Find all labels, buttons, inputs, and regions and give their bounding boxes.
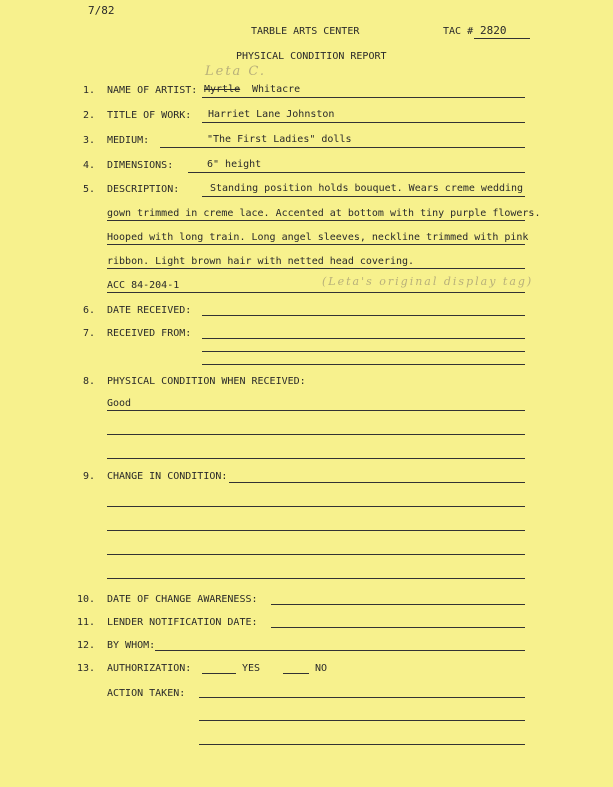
description-underline[interactable] bbox=[107, 220, 525, 221]
field-number: 7. bbox=[82, 328, 95, 339]
by-whom-line[interactable] bbox=[155, 650, 525, 651]
field-number: 12. bbox=[76, 640, 95, 651]
dimensions-value: 6" height bbox=[207, 159, 262, 170]
medium-value: "The First Ladies" dolls bbox=[207, 134, 352, 145]
medium-label: MEDIUM: bbox=[107, 135, 150, 146]
description-underline[interactable] bbox=[107, 244, 525, 245]
field-number: 1. bbox=[82, 85, 95, 96]
lender-notification-line[interactable] bbox=[271, 627, 525, 628]
condition-line[interactable] bbox=[107, 434, 525, 435]
title-label: TITLE OF WORK: bbox=[107, 110, 192, 121]
tac-number: 2820 bbox=[480, 24, 507, 37]
condition-received-label: PHYSICAL CONDITION WHEN RECEIVED: bbox=[107, 376, 306, 387]
change-condition-line[interactable] bbox=[107, 530, 525, 531]
no-blank[interactable] bbox=[283, 673, 309, 674]
artist-label: NAME OF ARTIST: bbox=[107, 85, 198, 96]
field-number: 8. bbox=[82, 376, 95, 387]
change-condition-line[interactable] bbox=[107, 578, 525, 579]
org-name: TARBLE ARTS CENTER bbox=[251, 26, 360, 37]
tac-underline bbox=[474, 38, 530, 39]
change-awareness-line[interactable] bbox=[271, 604, 525, 605]
field-number: 2. bbox=[82, 110, 95, 121]
received-from-line[interactable] bbox=[202, 351, 525, 352]
field-number: 5. bbox=[82, 184, 95, 195]
description-underline[interactable] bbox=[107, 268, 525, 269]
field-number: 3. bbox=[82, 135, 95, 146]
title-line[interactable] bbox=[202, 122, 525, 123]
lender-notification-label: LENDER NOTIFICATION DATE: bbox=[107, 617, 258, 628]
yes-label: YES bbox=[242, 663, 261, 674]
description-underline[interactable] bbox=[202, 196, 525, 197]
change-condition-line[interactable] bbox=[229, 482, 525, 483]
form-title: PHYSICAL CONDITION REPORT bbox=[236, 51, 387, 62]
field-number: 13. bbox=[76, 663, 95, 674]
action-taken-line[interactable] bbox=[199, 720, 525, 721]
date-code: 7/82 bbox=[88, 4, 115, 17]
by-whom-label: BY WHOM: bbox=[107, 640, 156, 651]
condition-line[interactable] bbox=[107, 458, 525, 459]
date-received-line[interactable] bbox=[202, 315, 525, 316]
artist-last-name: Whitacre bbox=[252, 84, 301, 95]
received-from-label: RECEIVED FROM: bbox=[107, 328, 192, 339]
dimensions-line[interactable] bbox=[188, 172, 525, 173]
medium-line[interactable] bbox=[160, 147, 525, 148]
description-label: DESCRIPTION: bbox=[107, 184, 180, 195]
title-value: Harriet Lane Johnston bbox=[208, 109, 335, 120]
acc-number: ACC 84-204-1 bbox=[107, 280, 180, 291]
condition-line[interactable] bbox=[107, 410, 525, 411]
acc-underline[interactable] bbox=[107, 292, 525, 293]
authorization-label: AUTHORIZATION: bbox=[107, 663, 192, 674]
artist-struck-name: Myrtle bbox=[204, 84, 241, 95]
description-line-1: Standing position holds bouquet. Wears creme wedding bbox=[210, 183, 524, 194]
acc-handwritten-note: (Leta's original display tag) bbox=[322, 275, 534, 288]
dimensions-label: DIMENSIONS: bbox=[107, 160, 174, 171]
field-number: 11. bbox=[76, 617, 95, 628]
artist-handwritten-name: Leta C. bbox=[205, 64, 267, 79]
artist-line[interactable] bbox=[202, 97, 525, 98]
action-taken-line[interactable] bbox=[199, 744, 525, 745]
action-taken-line[interactable] bbox=[199, 697, 525, 698]
field-number: 6. bbox=[82, 305, 95, 316]
change-awareness-label: DATE OF CHANGE AWARENESS: bbox=[107, 594, 258, 605]
change-condition-line[interactable] bbox=[107, 554, 525, 555]
description-line-2: gown trimmed in creme lace. Accented at bottom with tiny purple flowers. bbox=[107, 208, 541, 219]
change-condition-label: CHANGE IN CONDITION: bbox=[107, 471, 228, 482]
condition-received-value: Good bbox=[107, 398, 132, 409]
received-from-line[interactable] bbox=[202, 364, 525, 365]
tac-label: TAC # bbox=[443, 26, 474, 37]
field-number: 10. bbox=[76, 594, 95, 605]
field-number: 4. bbox=[82, 160, 95, 171]
received-from-line[interactable] bbox=[202, 338, 525, 339]
field-number: 9. bbox=[82, 471, 95, 482]
description-line-4: ribbon. Light brown hair with netted head covering. bbox=[107, 256, 415, 267]
description-line-3: Hooped with long train. Long angel sleeves, neckline trimmed with pink bbox=[107, 232, 529, 243]
action-taken-label: ACTION TAKEN: bbox=[107, 688, 186, 699]
no-label: NO bbox=[315, 663, 328, 674]
yes-blank[interactable] bbox=[202, 673, 236, 674]
change-condition-line[interactable] bbox=[107, 506, 525, 507]
date-received-label: DATE RECEIVED: bbox=[107, 305, 192, 316]
